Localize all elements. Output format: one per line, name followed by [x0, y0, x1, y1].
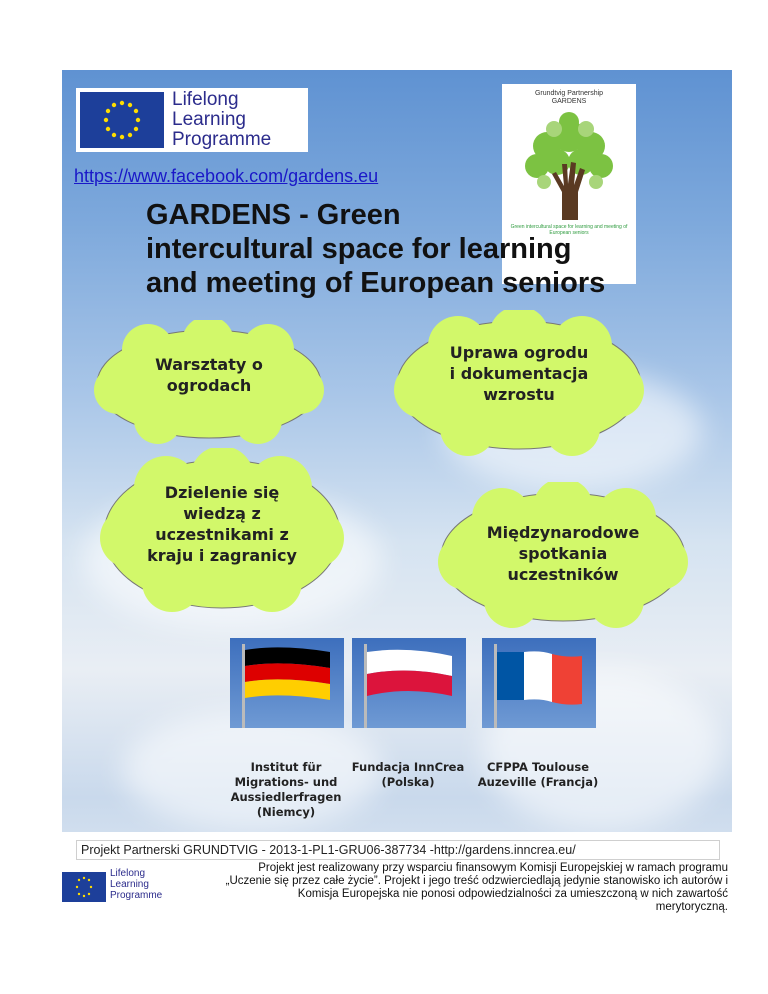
cloud-line: Uprawa ogrodu — [449, 343, 589, 362]
poland-flag-icon — [352, 638, 466, 728]
facebook-link[interactable]: https://www.facebook.com/gardens.eu — [74, 166, 379, 186]
llp-line: Programme — [172, 129, 272, 150]
title-line: and meeting of European seniors — [146, 267, 606, 299]
partner-line: Auzeville (Francja) — [477, 775, 599, 789]
cloud-line: wzrostu — [483, 385, 555, 404]
partner-line: Institut für — [250, 760, 322, 774]
poland-flag-panel — [352, 638, 466, 728]
title-line: GARDENS - Green — [146, 199, 401, 231]
partner-cfppa — [468, 760, 608, 790]
title-line: intercultural space for learning — [146, 233, 572, 265]
france-flag-panel — [482, 638, 596, 728]
partner-institut — [216, 760, 356, 820]
poster — [62, 70, 732, 926]
disclaimer-line: „Uczenie się przez całe życie”. Projekt i jego treść odzwierciedlają jedynie stanowisko ich autorów i — [225, 875, 728, 887]
france-flag-icon — [482, 638, 596, 728]
llp-logo — [76, 88, 308, 152]
disclaimer-line: Projekt jest realizowany przy wsparciu finansowym Komisji Europejskiej w ramach programu — [258, 862, 728, 874]
partner-line: CFPPA Toulouse — [486, 760, 590, 774]
page-title — [146, 198, 605, 300]
gardens-caption-line: Grundtvig Partnership — [534, 90, 604, 97]
cloud-garden-cultivation — [388, 310, 650, 460]
project-info-line: Projekt Partnerski GRUNDTVIG - 2013-1-PL1-GRU06-387734 -http://gardens.inncrea.eu/ — [76, 840, 720, 860]
cloud-line: ogrodach — [166, 376, 252, 395]
partner-line: (Polska) — [381, 775, 435, 789]
cloud-line: Warsztaty o — [155, 355, 263, 374]
cloud-line: Dzielenie się — [164, 483, 280, 502]
cloud-knowledge-sharing — [96, 448, 348, 620]
cloud-text — [88, 354, 330, 396]
cloud-line: wiedzą z — [183, 504, 261, 523]
cloud-line: i dokumentacja — [449, 364, 589, 383]
partner-line: Fundacja InnCrea — [351, 760, 465, 774]
germany-flag-panel — [230, 638, 344, 728]
cloud-text — [96, 482, 348, 566]
cloud-text — [432, 522, 694, 585]
germany-flag-icon — [230, 638, 344, 728]
cloud-line: spotkania — [518, 544, 608, 563]
cloud-line: uczestników — [507, 565, 619, 584]
disclaimer-line: merytoryczną. — [655, 901, 728, 913]
small-llp-line: Programme — [110, 890, 163, 901]
llp-line: Lifelong — [172, 89, 239, 110]
cloud-international-meetings — [432, 482, 694, 632]
llp-line: Learning — [172, 109, 246, 130]
llp-logo-text — [172, 90, 271, 150]
cloud-line: uczestnikami z — [155, 525, 289, 544]
cloud-line: kraju i zagranicy — [147, 546, 297, 565]
cloud-workshops — [88, 320, 330, 448]
cloud-line: Międzynarodowe — [486, 523, 640, 542]
partner-inncrea — [338, 760, 478, 790]
small-eu-flag-icon — [62, 872, 106, 902]
small-llp-text — [110, 868, 162, 901]
gardens-caption-line: GARDENS — [551, 98, 587, 105]
footer — [62, 832, 732, 926]
disclaimer — [156, 862, 728, 914]
gardens-logo-tagline: Green intercultural space for learning and meeting of European seniors — [510, 224, 628, 236]
small-llp-line: Learning — [110, 879, 149, 890]
cloud-text — [388, 342, 650, 405]
disclaimer-line: Komisja Europejska nie ponosi odpowiedzialności za umieszczoną w nich zawartość — [297, 888, 728, 900]
partner-line: Aussiedlerfragen — [230, 790, 342, 804]
partner-line: (Niemcy) — [256, 805, 316, 819]
partner-line: Migrations- und — [234, 775, 338, 789]
small-llp-line: Lifelong — [110, 868, 146, 879]
eu-flag-icon — [80, 92, 164, 148]
